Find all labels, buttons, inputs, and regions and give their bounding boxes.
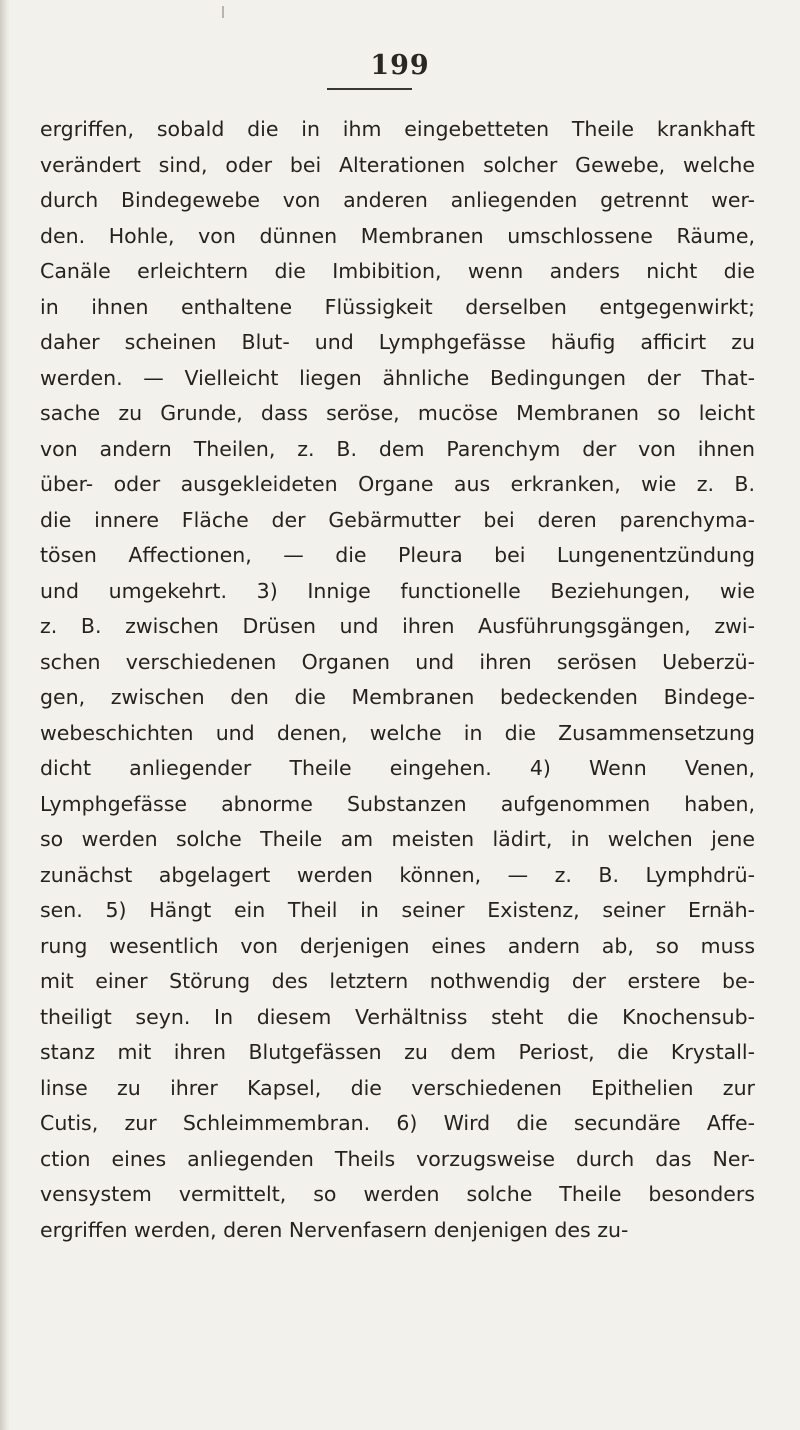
text-line: vensystem vermittelt, so werden solche Theile besonders [40, 1182, 755, 1206]
text-line: Canäle erleichtern die Imbibition, wenn anders nicht die [40, 259, 755, 283]
text-line: z. B. zwischen Drüsen und ihren Ausführungsgängen, zwi- [40, 614, 755, 638]
text-line: ergriffen werden, deren Nervenfasern denjenigen des zu- [40, 1217, 629, 1242]
text-line: mit einer Störung des letztern nothwendig der erstere be- [40, 969, 755, 993]
page-number-underline [327, 88, 412, 90]
text-line: ergriffen, sobald die in ihm eingebetteten Theile krankhaft [40, 117, 755, 141]
text-line: von andern Theilen, z. B. dem Parenchym der von ihnen [40, 436, 755, 461]
text-line: so werden solche Theile am meisten lädirt, in welchen jene [40, 827, 755, 851]
page-number: 199 [370, 50, 430, 81]
paper-mark [222, 6, 224, 18]
text-line: rung wesentlich von derjenigen eines andern ab, so muss [40, 933, 755, 958]
text-line: webeschichten und denen, welche in die Zusammensetzung [40, 720, 755, 745]
text-line: linse zu ihrer Kapsel, die verschiedenen Epithelien zur [40, 1075, 755, 1100]
text-line: den. Hohle, von dünnen Membranen umschlossene Räume, [40, 223, 755, 248]
text-line: über- oder ausgekleideten Organe aus erkranken, wie z. B. [40, 472, 755, 496]
text-line: verändert sind, oder bei Alterationen solcher Gewebe, welche [40, 152, 755, 177]
text-line: Cutis, zur Schleimmembran. 6) Wird die secundäre Affe- [40, 1111, 755, 1135]
text-line: gen, zwischen den die Membranen bedeckenden Bindege- [40, 685, 755, 709]
text-line: und umgekehrt. 3) Innige functionelle Beziehungen, wie [40, 578, 755, 603]
text-line: tösen Affectionen, — die Pleura bei Lungenentzündung [40, 543, 755, 567]
text-line: sache zu Grunde, dass seröse, mucöse Membranen so leicht [40, 401, 755, 425]
page-binding-edge [0, 0, 10, 1430]
text-line: schen verschiedenen Organen und ihren serösen Ueberzü- [40, 649, 755, 674]
text-line: durch Bindegewebe von anderen anliegenden getrennt wer- [40, 188, 755, 212]
text-line: werden. — Vielleicht liegen ähnliche Bedingungen der That- [40, 365, 755, 390]
text-line: die innere Fläche der Gebärmutter bei deren parenchyma- [40, 507, 755, 532]
text-line: daher scheinen Blut- und Lymphgefässe häufig afficirt zu [40, 330, 755, 354]
text-line: stanz mit ihren Blutgefässen zu dem Periost, die Krystall- [40, 1040, 755, 1064]
body-text [40, 112, 755, 1248]
text-line: ction eines anliegenden Theils vorzugsweise durch das Ner- [40, 1146, 755, 1171]
text-line: theiligt seyn. In diesem Verhältniss steht die Knochensub- [40, 1004, 755, 1029]
text-line: Lymphgefässe abnorme Substanzen aufgenommen haben, [40, 791, 755, 816]
text-line: in ihnen enthaltene Flüssigkeit derselben entgegenwirkt; [40, 294, 755, 319]
text-line: dicht anliegender Theile eingehen. 4) Wenn Venen, [40, 756, 755, 780]
text-line: sen. 5) Hängt ein Theil in seiner Existenz, seiner Ernäh- [40, 898, 755, 922]
text-line: zunächst abgelagert werden können, — z. B. Lymphdrü- [40, 862, 755, 887]
